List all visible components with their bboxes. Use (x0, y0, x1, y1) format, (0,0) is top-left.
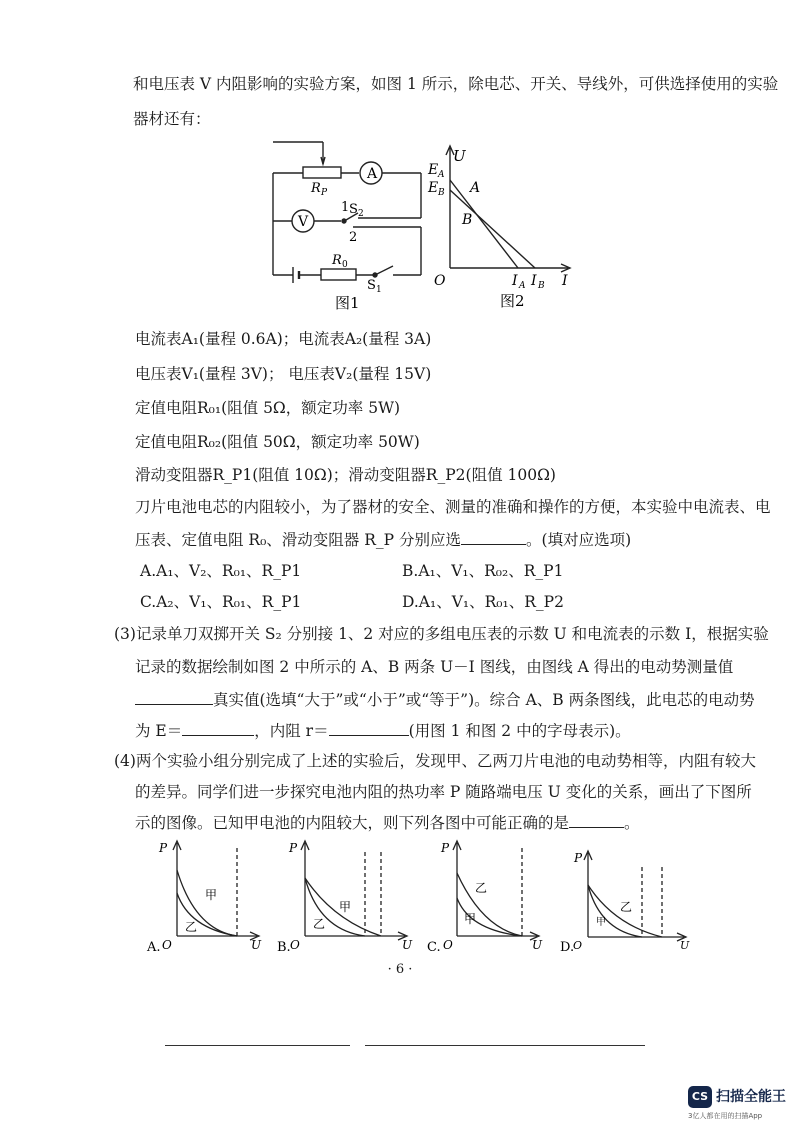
graph-option-a (145, 838, 270, 960)
q3-line-1: (3)记录单刀双掷开关 S₂ 分别接 1、2 对应的多组电压表的示数 U 和电流表的示数 I，根据实验 (114, 625, 769, 643)
q3-line-4 (135, 719, 631, 741)
option-label-b: B. (277, 940, 291, 955)
option-d: D.A₁、V₁、R₀₁、R_P2 (402, 593, 564, 611)
ia-label: I (512, 273, 518, 289)
q3-compare-blank[interactable] (135, 704, 213, 705)
s2-pos-1: 1 (341, 200, 350, 215)
intro-line-1: 和电压表 V 内阻影响的实验方案，如图 1 所示，除电芯、开关、导线外，可供选择使用的实验 (133, 75, 779, 93)
q4-line-1: (4)两个实验小组分别完成了上述的实验后，发现甲、乙两刀片电池的电动势相等，内阻有较大 (114, 752, 756, 770)
intro-line-2: 器材还有： (133, 110, 211, 128)
scanner-logo-icon: CS (688, 1086, 712, 1108)
curve-label-yi: 乙 (185, 920, 198, 934)
s2-sub: 2 (358, 209, 364, 219)
q4-answer-blank[interactable] (569, 827, 624, 828)
figure-1-circuit (255, 135, 440, 320)
q4-line-3-text: 示的图像。已知甲电池的内阻较大，则下列各图中可能正确的是 (135, 814, 570, 832)
q2-line-2-tail: 。(填对应选项) (526, 531, 632, 549)
eb-label: E (428, 180, 439, 196)
graph-option-c (427, 838, 552, 960)
u-axis-label: U (453, 147, 466, 165)
figure-2-ui-graph (420, 140, 585, 320)
q2-answer-blank[interactable] (461, 544, 526, 545)
u-axis-label: U (251, 938, 262, 952)
curve-label-jia: 甲 (205, 888, 218, 902)
r0-label: R (332, 253, 342, 268)
scanner-tagline: 3亿人都在用的扫描App (688, 1112, 763, 1120)
option-label-a: A. (147, 940, 161, 955)
q4-line-3-tail: 。 (624, 814, 640, 832)
equipment-item: 定值电阻R₀₁(阻值 5Ω，额定功率 5W) (135, 399, 401, 417)
origin-label: O (443, 938, 453, 952)
rp-sub: P (321, 188, 328, 198)
q3-line-4-tail: (用图 1 和图 2 中的字母表示)。 (408, 722, 631, 740)
p-axis-label: P (574, 851, 583, 865)
origin-label: O (573, 939, 583, 952)
eb-sub: B (438, 188, 445, 198)
equipment-item: 电压表V₁(量程 3V)； 电压表V₂(量程 15V) (135, 365, 432, 383)
curve-label-yi: 乙 (313, 917, 326, 931)
option-a: A.A₁、V₂、R₀₁、R_P1 (140, 562, 302, 580)
s1-label: S (367, 278, 376, 293)
p-axis-label: P (289, 841, 298, 855)
scanner-brand: 扫描全能王 (716, 1089, 786, 1105)
option-c: C.A₂、V₁、R₀₁、R_P1 (140, 593, 302, 611)
line-b-label: B (462, 212, 473, 228)
q3-r-blank[interactable] (329, 735, 409, 736)
q2-line-2 (135, 528, 631, 550)
q3-line-3 (135, 688, 755, 710)
q2-line-1: 刀片电池电芯的内阻较小，为了器材的安全、测量的准确和操作的方便，本实验中电流表、电 (135, 498, 771, 516)
origin-label: O (162, 938, 172, 952)
q3-e-blank[interactable] (182, 735, 254, 736)
q3-r-label: ，内阻 r＝ (254, 722, 329, 740)
r0-sub: 0 (342, 260, 348, 270)
q4-line-2: 的差异。同学们进一步探究电池内阻的热功率 P 随路端电压 U 变化的关系，画出了下图所 (135, 783, 752, 801)
curve-label-yi: 乙 (475, 881, 488, 895)
u-axis-label: U (402, 938, 413, 952)
u-axis-label: U (532, 938, 543, 952)
q3-e-label: 为 E＝ (135, 722, 183, 740)
s1-sub: 1 (376, 285, 382, 295)
q4-line-3 (135, 811, 640, 833)
option-b: B.A₁、V₁、R₀₂、R_P1 (402, 562, 564, 580)
s2-pos-2: 2 (349, 230, 358, 245)
rp-label: R (311, 181, 321, 196)
equipment-item: 滑动变阻器R_P1(阻值 10Ω)；滑动变阻器R_P2(阻值 100Ω) (135, 466, 556, 484)
curve-label-yi: 乙 (620, 900, 633, 914)
ia-sub: A (519, 281, 526, 291)
u-axis-label: U (680, 939, 690, 952)
graph-option-b (277, 838, 417, 960)
q2-line-2-text: 压表、定值电阻 R₀、滑动变阻器 R_P 分别应选 (135, 531, 462, 549)
voltmeter-label: V (298, 214, 309, 230)
i-axis-label: I (562, 273, 568, 289)
origin-label: O (434, 273, 446, 289)
option-label-d: D. (560, 940, 575, 955)
curve-label-jia: 甲 (339, 900, 352, 914)
s2-label: S (349, 202, 358, 217)
footer-rule-right (365, 1045, 645, 1046)
q3-line-2: 记录的数据绘制如图 2 中所示的 A、B 两条 U－I 图线，由图线 A 得出的电动势测量值 (135, 658, 734, 676)
graph-option-d (560, 845, 695, 960)
curve-label-jia: 甲 (464, 912, 477, 926)
line-a-label: A (470, 180, 481, 196)
figure-1-caption: 图1 (335, 294, 360, 312)
ib-label: I (531, 273, 537, 289)
option-label-c: C. (427, 940, 441, 955)
q3-line-3-text: 真实值(选填“大于”或“小于”或“等于”)。综合 A、B 两条图线，此电芯的电动势 (213, 691, 755, 709)
figure-2-caption: 图2 (500, 292, 525, 310)
ammeter-label: A (367, 166, 378, 182)
p-axis-label: P (159, 841, 168, 855)
curve-label-jia: 甲 (596, 917, 606, 928)
p-axis-label: P (441, 841, 450, 855)
footer-rule-left (165, 1045, 350, 1046)
equipment-item: 定值电阻R₀₂(阻值 50Ω，额定功率 50W) (135, 433, 420, 451)
ib-sub: B (538, 281, 545, 291)
origin-label: O (290, 938, 300, 952)
ea-sub: A (438, 170, 445, 180)
ea-label: E (428, 162, 439, 178)
page-number: · 6 · (387, 962, 413, 977)
equipment-item: 电流表A₁(量程 0.6A)；电流表A₂(量程 3A) (135, 330, 432, 348)
